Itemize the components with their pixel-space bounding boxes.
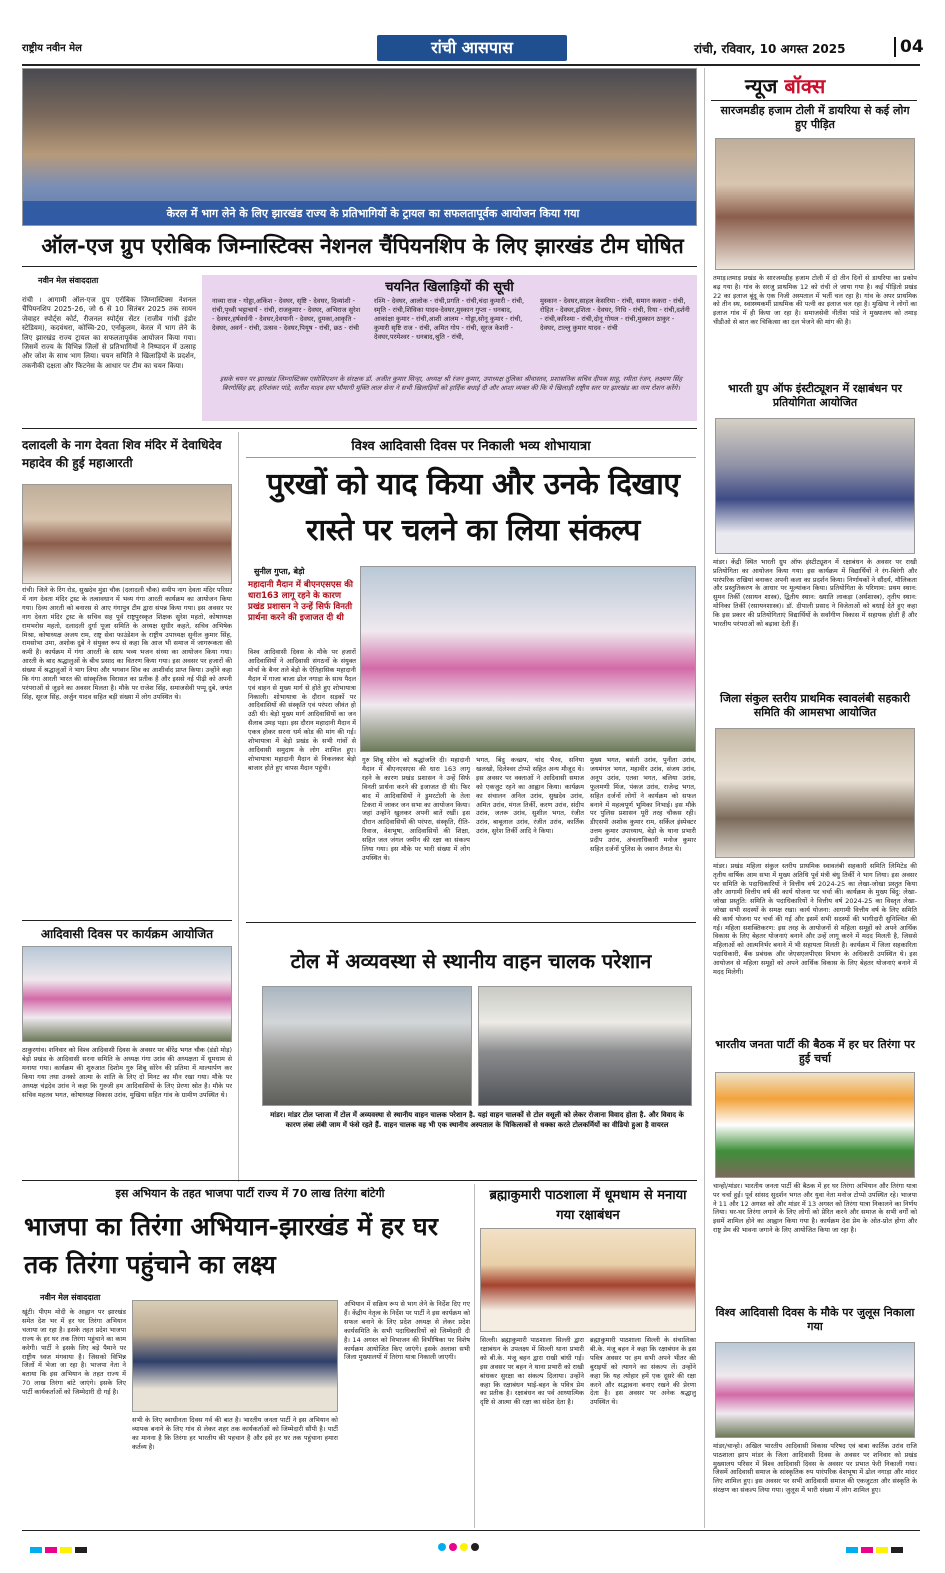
masthead	[22, 34, 922, 62]
selected-players-box	[202, 275, 697, 421]
news-item-3-body: मांडर। प्रखंड महिला संकुल स्तरीय प्राथमिक स्वावलंबी सहकारी समिति लिमिटेड की तृतीय वार्षिक आम सभा में मुख्य अतिथि पूर्व मंत्री बंधु तिर्की ने भाग लिया। इस अवसर पर समिति के पदाधिकारियों ने वित्तीय वर्ष 2024-25 का लेखा-जोखा प्रस्तुत किया और आगामी वित्तीय वर्ष की कार्य योजना पर चर्चा की। कार्यक्रम के मुख्य बिंदु: लेखा-जोखा प्रस्तुति: समिति के पदाधिकारियों ने वित्तीय वर्ष 2024-25 का विस्तृत लेखा-जोखा सभी सदस्यों के समक्ष रखा। कार्य योजना: आगामी वित्तीय वर्ष के लिए समिति की कार्य योजना पर चर्चा की गई और इसमें सभी सदस्यों की भागीदारी सुनिश्चित की गई। महिला सशक्तिकरण: इस तरह के आयोजनों से महिला समूहों को अपने आर्थिक विकास के लिए बेहतर योजनाएं बनाने और उन्हें लागू करने में मदद मिलती है, जिससे महिलाओं को आत्मनिर्भर बनाने में भी सहायता मिलती है। कार्यक्रम में जिला सहकारिता पदाधिकारी, बैंक प्रबंधक और जेएसएलपीएस विभाग के अधिकारी उपस्थित थे। इस आयोजन से महिला समूहों को अपने आर्थिक विकास के लिए बेहतर योजनाएं बनाने में मदद मिलेगी।	[713, 862, 917, 976]
page-number: 04	[894, 37, 924, 57]
news-item-2-photo	[715, 418, 915, 554]
left-story-1-body: रांची। जिले के रिंग रोड, सुखदेव मुंडा चौक (दलादली चौक) समीप नाग देवता मंदिर परिसर में नाग देवता मंदिर ट्रस्ट के तत्वावधान में भव्य गंगा आरती कार्यक्रम का आयोजन किया गया। दिव्य आरती को बनारस से आए गंगापुत्र टीम द्वारा संपन्न किया गया। इस अवसर पर नाग देवता मंदिर ट्रस्ट के सचिव सह पूर्व राष्ट्रपुरस्कृत शिक्षक सुरेश महतो, कोषाध्यक्ष रामभरोस महतो, दलादली दुर्गा पूजा समिति के अध्यक्ष सुधीर कहते, सचिव अभिषेक मिश्रा, कोषाध्यक्ष अजय राम, राष्ट्र सेवा फाउंडेशन के राष्ट्रीय उपाध्यक्ष सुनील कुमार सिंह, रामसोभा उमा, अशोक दुबे ने संयुक्त रूप से कहा कि आज भी समाज में जागरूकता की कमी है। कार्यक्रम में गंगा आरती के साथ भव्य भजन संध्या का आयोजन किया गया। आरती के बाद श्रद्धालुओं के बीच प्रसाद का वितरण किया गया। इस अवसर पर हजारों की संख्या में श्रद्धालुओं ने भाग लिया और भगवान शिव का आशीर्वाद प्राप्त किया। उन्होंने कहा कि गंगा आरती भारत की सांस्कृतिक विरासत का प्रतीक है और इससे नई पीढ़ी को अपनी परंपराओं से जुड़ने का अवसर मिलता है। मौके पर राजेश सिंह, समाजसेवी पप्पू दुबे, जयंत सिंह, सूरज सिंह, अर्जुन यादव सहित बड़ी संख्या में लोग उपस्थित थे।	[22, 586, 232, 701]
dateline: रांची, रविवार, 10 अगस्त 2025	[694, 42, 846, 56]
news-item-5-body: मांडर/चान्हो। अखिल भारतीय आदिवासी विकास परिषद एवं बाबा कार्तिक उरांव राजि पाठशाला झाप मांडर के जिला आदिवासी दिवस के अवसर पर शनिवार को प्रखंड मुख्यालय परिसर में विश्व आदिवासी दिवस के अवसर पर प्रभात फेरी निकाली गया। जिसमें आदिवासी समाज के सांस्कृतिक रुप पारंपरिक वेशभूषा में ढोल नगाड़ा और मांदर लिए शामिल हुए। इस अवसर पर सभी आदिवासी समाज की एकजुटता और संस्कृति के संरक्षण का संकल्प लिया गया। जुलूस में भारी संख्या में लोग शामिल हुए।	[713, 1442, 917, 1494]
tribal-byline: सुनील गुप्ता, बेड़ो	[254, 567, 305, 576]
news-box-column	[704, 68, 920, 1528]
cmyk-swatch-k	[75, 1547, 87, 1553]
news-box-title-a: न्यूज	[745, 74, 785, 98]
player-list-footer: इसके चयन पर झारखंड जिम्नास्टिक्स एसोसिएशन के संरक्षक डॉ. अजीत कुमार सिन्हा, अध्यक्ष श्री रंजन कुमार, उपाध्यक्ष तूलिका श्रीवास्तव, प्रशासनिक सचिव दीपक साहू, रमीता रंजन, लक्ष्मण सिंह बिरगोसिंह झा, हरिशंकर पांडे, सतीश यादव दया भौमानी मुक्ति लाल सेना ने सभी खिलाड़ियों को हार्दिक बधाई दी और आशा व्यक्त की कि ये खिलाड़ी राष्ट्रीय स्तर पर झारखंड का नाम रोशन करेंगे।	[219, 375, 683, 392]
news-box-title-b: बॉक्स	[784, 74, 826, 98]
toll-photo-1	[262, 986, 472, 1106]
left-rule	[22, 920, 232, 921]
reg-dot-c	[438, 1543, 446, 1551]
tribal-rally-photo	[360, 566, 696, 752]
news-item-5-heading: विश्व आदिवासी दिवस के मौके पर जुलूस निकाला गया	[715, 1306, 915, 1333]
cmyk-swatch-m-r	[861, 1547, 873, 1553]
bjp-byline: नवीन मेल संवाददाता	[40, 1293, 101, 1302]
left-story-2-headline: आदिवासी दिवस पर कार्यक्रम आयोजित	[40, 927, 214, 941]
headline-rule	[22, 266, 697, 267]
player-list-col-2: रश्मि - देवघर, आलोक - रांची,प्रगति - रांची,चंदा कुमारी - रांची, स्मृति - रांची,शिविका यादव-देवघर,मुस्कान गुप्ता - धनबाद, आकांक्षा कुमार - रांची,आशी आलम - गोड्डा,सोनू कुमार - रांची, कुमारी सृष्टि राज - रांची, अमित गोप - रांची, सूरज केशरी - देवघर,परमेश्वर - धनबाद,श्रुति - रांची,	[374, 297, 525, 341]
cmyk-swatch-m	[45, 1547, 57, 1553]
news-item-3-heading: जिला संकुल स्तरीय प्राथमिक स्वावलंबी सहकारी समिति की आमसभा आयोजित	[720, 692, 910, 719]
cmyk-swatch-c	[30, 1547, 42, 1553]
news-box-title	[745, 72, 825, 99]
selected-players-title: चयनित खिलाड़ियों की सूची	[385, 280, 514, 295]
tribal-body-right: भगत, बिंदु कच्छप, चांद भैरव, सनिया खलखो, दिलेश्वर टोप्पो सहित अन्य मौजूद थे। इस अवसर पर वक्ताओं ने आदिवासी समाज को एकजुट रहने का आह्वान किया। कार्यक्रम का संचालन अनिल उरांव, सुखदेव उरांव, अमित उरांव, मंगल तिर्की, करण उरांव, संदीप उरांव, जतरू उरांव, सुशील भगत, रंजीत उरांव, बाबूलाल उरांव, रंजीत उरांव, कार्तिक उरांव, सुरेश तिर्की आदि ने किया।	[476, 756, 584, 836]
news-item-5-photo	[715, 1342, 915, 1438]
news-item-4-photo	[715, 1072, 915, 1178]
reg-dot-m	[449, 1543, 457, 1551]
news-item-1-body: तमाड़।तमाड़ प्रखंड के सारजमडीह हजाम टोली में दो तीन दिनों से डायरिया का प्रकोप बढ़ गया है। गांव के सरजु प्राथमिक 12 को रांची ले जाया गया है। कई पीड़ितो प्रखंड 22 का इलाज बूंदू के एक निजी अस्पताल में भर्ती चल रहा है। गांव के अपर प्राथमिक को तीन स्थ, स्वास्थ्यकर्मी प्राथमिक की पत्नी का इलाज चल रहा है। मुखिया ने लोगों का इलाज गांव में ही किया जा रहा है। समाजसेवी नीतीश पांडे ने मुख्यालय को तमाड़ चीडीओ से बात कर चिकित्सा का दल भेजने की मांग की है।	[713, 274, 917, 326]
top-story-headline: ऑल-एज ग्रुप एरोबिक जिम्नास्टिक्स नेशनल चैंपियनशिप के लिए झारखंड टीम घोषित	[41, 234, 684, 258]
photo-caption: केरल में भाग लेने के लिए झारखंड राज्य के प्रतिभागियों के ट्रायल का सफलतापूर्वक आयोजन किया गया	[166, 207, 580, 220]
player-list-col-3: मुस्कान - देवघर,साहल केसरिया - रांची, समान ककरा - रांची, रोहित - देवघर,इशिता - देवघर, निधि - रांची, रिया - रांची,दर्शनी - रांची,करिश्मा - रांची,दोनू गोयल - रांची,मुस्कान ठाकुर - देवघर, टाल्लु कुमार यादव - रांची	[540, 297, 690, 332]
reg-dot-y	[460, 1543, 468, 1551]
player-list-col-1: नाव्या राज - गोड्डा,अकिंश - देवघर, सृष्टि - देवघर, दिव्यांशी - रांची,पृथ्वी भट्टाचार्य - रांची, राजकुमार - देवघर, अभिराज सुरेश - देवघर,हर्षवर्धनी - देवघर,देवयानी - देवघर, दुमका,आकृति - देवघर, अवर्न - रांची, उत्सव - देवघर,पियूष - रांची, छठ - रांची	[212, 297, 361, 332]
bk-body-a: सिल्ली। ब्रह्माकुमारी पाठशाला सिल्ली द्वारा रक्षाबंधन के उपलक्ष्य में सिल्ली थाना प्रभारी को बी.के. मंजू बहन द्वारा राखी बांधी गई। इस अवसर पर बहन ने थाना प्रभारी को राखी बांधकर सुरक्षा का संकल्प दिलाया। उन्होंने कहा कि रक्षाबंधन भाई-बहन के पवित्र प्रेम का प्रतीक है। रक्षाबंधन का पर्व आध्यात्मिक दृष्टि से आत्मा की रक्षा का संदेश देता है।	[480, 1336, 584, 1407]
news-item-4-body: चान्हो/मांडर। भारतीय जनता पार्टी की बैठक में हर घर तिरंगा अभियान और तिरंगा यात्रा पर चर्चा हुई। पूर्व सांसद सुदर्शन भगत और युवा नेता मनोज टोप्पो उपस्थित रहे। भाजपा ने 11 और 12 अगस्त को और मांडर में 13 अगस्त को तिरंगा यात्रा निकालने का निर्णय लिया। घर-घर तिरंगा लगाने के लिए लोगों को प्रेरित करने और समाज के सभी वर्गों को इसमें शामिल होने का आह्वान किया गया है। कार्यक्रम देश प्रेम के ओत-प्रोत होगा और राष्ट्र प्रेम की भावना जगाने के लिए आयोजित किया जा रहा है।	[713, 1182, 917, 1234]
section-rule-2	[246, 922, 696, 923]
tribal-body-mid: गुरु शिबू सोरेन को श्रद्धांजलि दी। महादानी मैदान में बीएनएसएस की धारा 163 लागू रहने के कारण प्रखंड प्रशासन ने उन्हें सिर्फ विनती प्रार्थना करने की इजाजत दी थी। फिर बाद में आदिवासियों ने डुमरटोली के तेला टिकरा में जाकर जन सभा का आयोजन किया। जहां उन्होंने खुलकर अपनी बातें रखीं। इस दौरान आदिवासियों की परंपरा, संस्कृति, रीति-रिवाज, वेशभूषा, आदिवासियों की शिक्षा, सहित जल जंगल जमीन की रक्षा का संकल्प लिया गया। इस मौके पर भारी संख्या में लोग उपस्थित थे।	[362, 756, 470, 862]
tribal-body-left: विश्व आदिवासी दिवस के मौके पर हजारों आदिवासियों ने आदिवासी संगठनों के संयुक्त मोर्चा के बैनर तले बेड़ो के ऐतिहासिक महादानी मैदान में गाजा बाजा ढोल नगाड़ा के साथ पैदल एवं वाहन से मुख्य मार्ग से होते हुए शोभायात्रा निकाली। शोभायात्रा के दौरान सड़कों पर आदिवासियों की संस्कृति एवं परंपरा जीवंत हो उठी थी। बेड़ो मुख्य मार्ग आदिवासियों का जन सैलाब उमड़ पड़ा। इस दौरान महादानी मैदान में एकत्र होकर सरना धर्म कोड की मांग की गई। शोभायात्रा में बेड़ो प्रखंड के सभी गांवों से आदिवासी समुदाय के लोग शामिल हुए। शोभायात्रा महादानी मैदान से निकलकर बेड़ो बाजार होते हुए वापस मैदान पहुंची।	[248, 648, 356, 772]
toll-caption: मांडर। मांडर टोल प्लाजा में टोल में अव्यवस्था से स्थानीय वाहन चालक परेशान है. यहां वाहन चालकों से टोल वसूली को लेकर रोजाना विवाद होता है. और विवाद के कारण लंबा लंबी जाम में फंसे रहते हैं. वाहन चालक वह भी एक स्थानीय अस्पताल के चिकित्सकों से धक्का करते टोलकर्मियों का वीडियो हुआ है वायरल	[270, 1111, 684, 1129]
bjp-kicker: इस अभियान के तहत भाजपा पार्टी राज्य में 70 लाख तिरंगा बांटेगी	[115, 1187, 385, 1200]
footer-color-bar-center	[438, 1536, 482, 1555]
news-item-4-heading: भारतीय जनता पार्टी की बैठक में हर घर तिरंगा पर हुई चर्चा	[715, 1038, 915, 1065]
left-story-1-photo	[22, 484, 232, 584]
column-divider	[238, 432, 239, 1182]
bk-body-b: ब्रह्माकुमारी पाठशाला सिल्ली के संचालिका बी.के. मंजू बहन ने कहा कि रक्षाबंधन के इस पवित्र अवसर पर हम सभी अपने भीतर की बुराइयों को त्यागने का संकल्प लें। उन्होंने कहा कि यह त्योहार हमें एक दूसरे की रक्षा करने और सद्भावना बनाए रखने की प्रेरणा देता है। इस अवसर पर अनेक श्रद्धालु उपस्थित थे।	[590, 1336, 696, 1407]
gymnastics-team-photo	[22, 68, 697, 226]
footer-rule	[22, 1530, 920, 1531]
bjp-body-b: अभियान में सक्रिय रूप से भाग लेने के निर्देश दिए गए हैं। केंद्रीय नेतृत्व के निर्देश पर पार्टी ने इस कार्यक्रम को सफल बनाने के लिए प्रदेश अध्यक्ष से लेकर प्रदेश कार्यसमिति के सभी पदाधिकारियों को जिम्मेदारी दी है। 14 अगस्त को विभाजन की विभीषिका पर विशेष कार्यक्रम आयोजित किए जाएंगे। इसके अलावा सभी जिला मुख्यालयों में तिरंगा यात्रा निकाली जाएगी।	[344, 1300, 470, 1362]
news-item-2-heading: भारती ग्रुप ऑफ इंस्टीट्यूशन में रक्षाबंधन पर प्रतियोगिता आयोजित	[728, 382, 902, 409]
toll-photo-2	[478, 986, 692, 1106]
brand-name: राष्ट्रीय नवीन मेल	[22, 43, 82, 54]
column-divider-2	[474, 1184, 475, 1528]
tribal-headline: पुरखों को याद किया और उनके दिखाए रास्ते पर चलने का लिया संकल्प	[266, 467, 680, 548]
news-item-3-photo	[715, 728, 915, 858]
bk-headline: ब्रह्माकुमारी पाठशाला में धूमधाम से मनाया गया रक्षाबंधन	[489, 1188, 687, 1223]
footer-color-bar-left	[30, 1538, 90, 1557]
bjp-headline: भाजपा का तिरंगा अभियान-झारखंड में हर घर तक तिरंगा पहुंचाने का लक्ष्य	[24, 1212, 438, 1279]
toll-headline: टोल में अव्यवस्था से स्थानीय वाहन चालक परेशान	[290, 949, 652, 973]
reg-dot-k	[471, 1543, 479, 1551]
news-item-1-heading: सारजमडीह हजाम टोली में डायरिया से कई लोग हुए पीड़ित	[720, 104, 910, 131]
top-story-byline: नवीन मेल संवाददाता	[38, 276, 99, 285]
cmyk-swatch-y-r	[876, 1547, 888, 1553]
bk-photo	[480, 1228, 696, 1332]
section-title: रांची आसपास	[377, 35, 567, 61]
cmyk-swatch-k-r	[891, 1547, 903, 1553]
masthead-rule	[22, 64, 920, 66]
bjp-meeting-photo	[132, 1300, 338, 1412]
bjp-body-a: खूंटी। पीएम मोदी के आह्वान पर झारखंड समेत देश भर में हर घर तिरंगा अभियान चलाया जा रहा है। इसके तहत प्रदेश भाजपा राज्य के हर घर तक तिरंगा पहुंचाने का काम करेगी। पार्टी ने इसके लिए बड़े पैमाने पर राष्ट्रीय ध्वज मंगवाया है। जिसको विभिन्न जिलों में भेजा जा रहा है। भाजपा नेता ने बताया कि इस अभियान के तहत राज्य में 70 लाख तिरंगा बांटे जाएंगे। इसके लिए पार्टी कार्यकर्ताओं को जिम्मेदारी दी गई है।	[22, 1308, 126, 1397]
news-box-title-rule	[711, 100, 917, 101]
news-item-2-body: मांडर। केंद्री स्थित भारती ग्रुप ऑफ इंस्टीट्यूशन में रक्षाबंधन के अवसर पर राखी प्रतियोगिता का आयोजन किया गया। इस कार्यक्रम में विद्यार्थियों ने रंग-बिरंगी और पारंपरिक राखियां बनाकर अपनी कला का प्रदर्शन किया। निर्णायकों ने सौंदर्य, मौलिकता और प्रस्तुतिकरण के आधार पर मूल्यांकन किया। प्रतियोगिता के परिणाम: प्रथम स्थान: सुमन तिर्की (रसायन शास्त्र), द्वितीय स्थान: ख्याति लाकड़ा (अर्थशास्त्र), तृतीय स्थान: मोनिका तिर्की (रसायनशास्त्र)। डॉ. दीपाली प्रसाद ने विजेताओं को बधाई देते हुए कहा कि इस प्रकार की प्रतियोगिताएं विद्यार्थियों के सर्वांगीण विकास में सहायक होती हैं और भारतीय परंपराओं को बढ़ावा देती हैं।	[713, 558, 917, 628]
tribal-body-far: मुख्य भगत, बसंती उरांव, पुनीता उरांव, जयमंगल भगत, महावीर उरांव, संजय उरांव, अनूप उरांव, एतवा भगत, बलिया उरांव, फूलमणी मिंज, पंकज उरांव, राजेन्द्र भगत, सहित दर्जनों लोगों ने कार्यक्रम को सफल बनाने में महत्वपूर्ण भूमिका निभाई। इस मौके पर पुलिस प्रशासन पूरी तरह चौकस रही। डीएसपी अशोक कुमार राम, सर्किल इंस्पेक्टर उत्तम कुमार उपाध्याय, बेड़ो के थाना प्रभारी प्रदीप उरांव, अंचलाधिकारी मनोज कुमार सहित दर्जनों पुलिस के जवान तैनात थे।	[590, 756, 696, 854]
tribal-kicker: विश्व आदिवासी दिवस पर निकाली भव्य शोभायात्रा	[246, 436, 696, 458]
left-story-1-headline: दलादली के नाग देवता शिव मंदिर में देवाधिदेव महादेव की हुई महाआरती	[22, 438, 222, 470]
left-story-2-photo	[22, 946, 232, 1042]
left-story-2-body: ठाकुरगांव। शनिवार को विश्व आदिवासी दिवस के अवसर पर बीरेंद्र भगत चौक (डंडो मोड़) बेड़ो प्रखंड के आदिवासी सरना समिति के अध्यक्ष गंगा उरांव की अध्यक्षता में धूमधाम से मनाया गया। कार्यक्रम की शुरुआत दिशोम गुरु शिबू सोरेन की प्रतिमा में माल्यार्पण कर किया गया तथा उनको आत्मा के शांति के लिए दो मिनट का मौन रखा गया। मौके पर अध्यक्ष चंद्रदेव उरांव ने कहा कि गुरुजी हम आदिवासियों के लिए प्रेरणा स्रोत है। मौके पर सचिव महतव भगत, कोषाध्यक्ष विकास उरांव, मुखिया सहित गांव के ग्रामीण उपस्थित थे।	[22, 1046, 232, 1099]
bjp-body-c: सभी के लिए स्वाधीनता दिवस गर्व की बात है। भारतीय जनता पार्टी ने इस अभियान को व्यापक बनाने के लिए गांव से लेकर शहर तक कार्यकर्ताओं को जिम्मेदारी सौंपी है। पार्टी का मानना है कि तिरंगा हर भारतीय की पहचान है और इसे हर घर तक पहुंचाना हमारा कर्तव्य है।	[132, 1416, 338, 1451]
tribal-pull-quote: महादानी मैदान में बीएनएसएस की धारा163 लागू रहने के कारण प्रखंड प्रशासन ने उन्हें सिर्फ विनती प्रार्थना करने की इजाजत दी थी	[248, 580, 353, 623]
cmyk-swatch-c-r	[846, 1547, 858, 1553]
footer-color-bar-right	[846, 1538, 906, 1557]
section-rule-1	[22, 428, 697, 429]
cmyk-swatch-y	[60, 1547, 72, 1553]
section-rule-3	[22, 1180, 697, 1181]
top-story-body: रांची । आगामी ऑल-एज ग्रुप एरोबिक जिम्नास्टिक्स नेशनल चैंपियनशिप 2025-26, जो 6 से 10 सितंबर 2025 तक सायन जेवाहर स्पोर्ट्स कोर्ट, रीजनल स्पोर्ट्स सेंटर (राजीव गांधी इंडोर स्टेडियम), कदवंथरा, कोच्चि-20, एर्नाकुलम, केरल में भाग लेने के लिए झारखंड राज्य ट्रायल का सफलतापूर्वक आयोजन किया गया। जिसमें राज्य के विभिन्न जिलों से प्रतिभागियों ने निष्पादन में उत्साह और जोश के साथ भाग लिया। चयन समिति ने खिलाड़ियों के प्रदर्शन, तकनीकी दक्षता और फिटनेस के आधार पर टीम का चयन किया।	[22, 296, 196, 370]
news-item-1-photo	[715, 138, 915, 270]
